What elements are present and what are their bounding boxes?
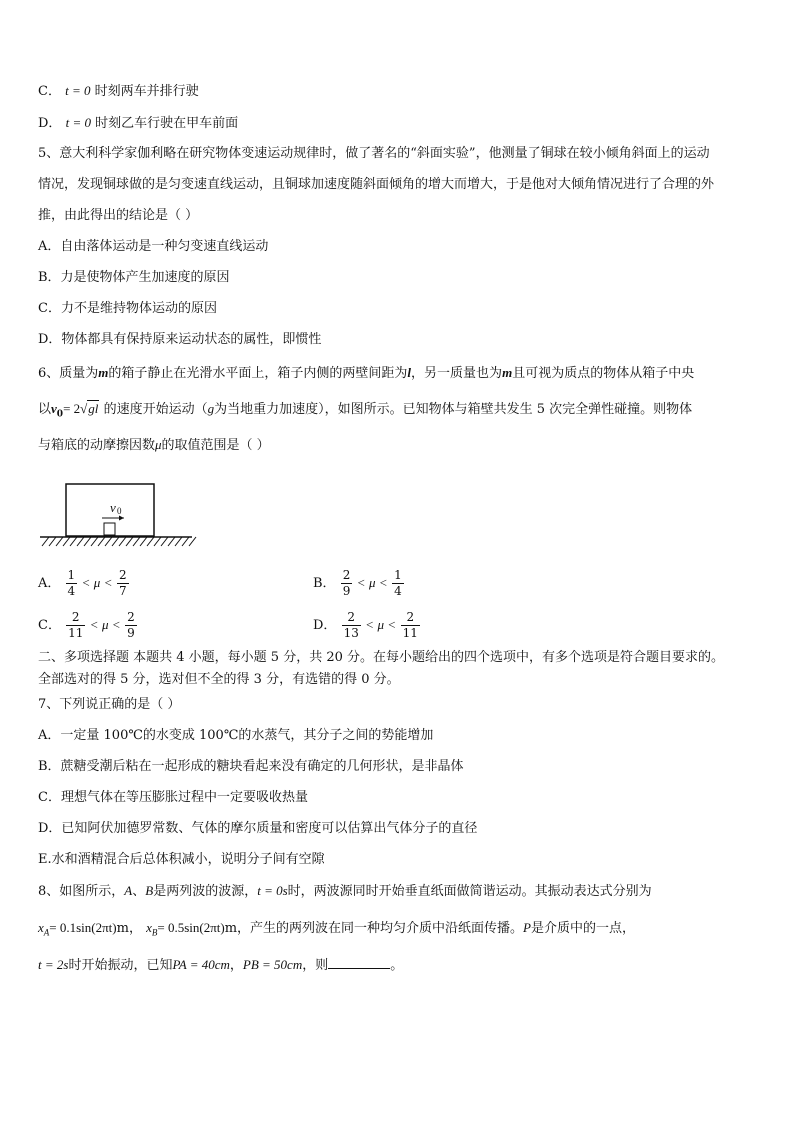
q4-option-d-text: 时刻乙车行驶在甲车前面 [95,116,239,131]
q6-stem-line-1 [38,364,694,383]
q6-text: 且可视为质点的物体从箱子中央 [512,366,695,381]
q8-var-x: x [38,920,44,935]
less-than: < [104,575,112,590]
q5-stem-line-1: 5、意大利科学家伽利略在研究物体变速运动规律时，做了著名的“斜面实验”，他测量了铜球在较小倾角斜面上的运动 [38,146,710,161]
less-than: < [112,617,121,632]
q6-option-a [38,568,130,599]
q4-option-c-label: C． [38,84,61,99]
q6-text: 的取值范围是（ ） [161,438,270,453]
hatch-line [175,537,182,546]
floor-hatching [42,537,196,546]
q7-option-d: D．已知阿伏加德罗常数、气体的摩尔质量和密度可以估算出气体分子的直径 [38,821,478,836]
denominator: 9 [127,626,135,640]
q8-equation-b: = 0.5sin(2πt) [157,920,225,935]
q8-text: 。 [390,958,404,973]
q8-stem-line-3 [38,956,403,975]
q6-stem-line-3 [38,436,270,455]
q8-text: m， [116,921,142,936]
q8-var-a: A [124,883,133,898]
hatch-line [154,537,161,546]
q6-option-d-label: D． [313,618,337,633]
q6-text: 6、质量为 [38,366,99,381]
numerator: 1 [394,568,402,582]
q6-stem-line-2: 以$v_0= 2√gl$ 的速度开始运动（g为当地重力加速度），如图所示。已知物体与箱壁共发生 5 次完全弹性碰撞。则物体 [38,401,693,420]
q6-option-c [38,610,138,641]
hatch-line [147,537,154,546]
q7-option-c: C．理想气体在等压膨胀过程中一定要吸收热量 [38,790,308,805]
hatch-line [119,537,126,546]
mu-symbol: μ [368,575,376,590]
q6-option-d [313,610,421,641]
hatch-line [189,537,196,546]
numerator: 2 [401,610,420,626]
q8-text: 是两列波的波源， [153,884,258,899]
q8-distance-pa: PA = 40cm [172,957,230,972]
hatch-line [161,537,168,546]
q8-equation-a: = 0.1sin(2πt) [49,920,117,935]
hatch-line [182,537,189,546]
q6-var-v: v [51,401,57,416]
less-than: < [90,617,98,632]
fraction [401,610,420,641]
less-than: < [357,575,365,590]
q5-stem-line-3: 推，由此得出的结论是（ ） [38,208,199,223]
box-on-floor-figure [38,480,198,550]
q6-text: 的速度开始运动（ [103,402,208,417]
mu-symbol: μ [93,575,101,590]
hatch-line [168,537,175,546]
hatch-line [84,537,91,546]
q6-option-b-label: B． [313,576,336,591]
q8-var-x-sub: B [151,927,158,938]
q8-text: 时开始振动，已知 [68,958,173,973]
less-than: < [82,575,90,590]
q6-text: 与箱底的动摩擦因数 [38,438,156,453]
q4-option-c-math: t = 0 [65,83,91,98]
mu-symbol: μ [102,617,109,632]
velocity-label: v [110,500,116,515]
numerator: 1 [67,568,76,582]
q8-time: t = 2s [38,957,69,972]
section-2-heading-line-1: 二、多项选择题 本题共 4 小题，每小题 5 分，共 20 分。在每小题给出的四个选项中，有多个选项是符合题目要求的。 [38,650,725,665]
numerator: 2 [342,568,351,582]
fraction [342,610,361,641]
answer-blank[interactable] [328,956,390,969]
hatch-line [105,537,112,546]
fraction [341,568,353,599]
less-than: < [379,575,387,590]
q6-var-g: g [207,401,215,416]
denominator: 4 [67,584,76,598]
q6-var-mu: μ [155,437,162,452]
hatch-line [70,537,77,546]
fraction [117,568,129,599]
hatch-line [91,537,98,546]
q5-option-b: B．力是使物体产生加速度的原因 [38,270,230,285]
fraction [66,610,85,641]
q6-option-c-label: C． [38,618,61,633]
q6-text: ，另一质量也为 [411,366,503,381]
q6-var-l: l [407,365,412,380]
hatch-line [112,537,119,546]
q4-option-d [38,114,238,133]
numerator: 2 [127,610,135,624]
fraction [66,568,78,599]
hatch-line [63,537,70,546]
q8-stem-line-2 [38,919,635,942]
q5-option-c: C．力不是维持物体运动的原因 [38,301,217,316]
q7-option-e: E.水和酒精混合后总体积减小，说明分子间有空隙 [38,852,325,867]
hatch-line [98,537,105,546]
hatch-line [42,537,49,546]
q5-option-a: A．自由落体运动是一种匀变速直线运动 [38,239,269,254]
q6-option-a-label: A． [38,576,61,591]
numerator: 2 [118,568,127,582]
less-than: < [366,617,374,632]
denominator: 7 [118,584,127,598]
denominator: 11 [402,626,418,640]
denominator: 9 [342,584,351,598]
q8-text: 时，两波源同时开始垂直纸面做简谐运动。其振动表达式分别为 [287,884,652,899]
q6-text: 以 [38,402,52,417]
denominator: 13 [343,626,359,640]
hatch-line [56,537,63,546]
q6-eq: = 2 [63,401,81,416]
q5-stem-line-2: 情况，发现铜球做的是匀变速直线运动，且铜球加速度随斜面倾角的增大而增大，于是他对大倾角情况进行了合理的外 [38,177,715,192]
q4-option-c [38,82,199,101]
numerator: 2 [342,610,361,626]
denominator: 11 [68,626,84,640]
mu-symbol: μ [377,617,385,632]
q8-var-x: x [146,920,152,935]
fraction [392,568,404,599]
q6-var-v-sub: 0 [56,409,64,420]
q4-option-c-text: 时刻两车并排行驶 [94,84,199,99]
hatch-line [77,537,84,546]
q6-text: 的箱子静止在光滑水平面上，箱子内侧的两壁间距为 [108,366,408,381]
q8-text: m，产生的两列波在同一种均匀介质中沿纸面传播。 [224,921,524,936]
q8-time-zero: t = 0s [257,883,288,898]
less-than: < [388,617,396,632]
hatch-line [126,537,133,546]
small-block [104,523,115,535]
hatch-line [140,537,147,546]
q6-text: 为当地重力加速度），如图所示。已知物体与箱壁共发生 5 次完全弹性碰撞。则物体 [214,402,693,417]
q7-option-a: A．一定量 100℃的水变成 100℃的水蒸气，其分子之间的势能增加 [38,728,434,743]
q8-var-p: P [523,920,531,935]
q8-var-x-sub: A [43,927,50,938]
q7-option-b: B．蔗糖受潮后粘在一起形成的糖块看起来没有确定的几何形状，是非晶体 [38,759,464,774]
q6-option-b [313,568,405,599]
q8-text: ，则 [302,958,329,973]
q8-text: 8、如图所示， [38,884,125,899]
hatch-line [49,537,56,546]
hatch-line [133,537,140,546]
q6-var-m: m [502,365,513,380]
q8-text: ， [229,958,243,973]
q6-sqrt-gl: gl [88,401,99,416]
q8-var-b: B [145,883,154,898]
q4-option-d-math: t = 0 [65,115,91,130]
numerator: 2 [66,610,85,626]
section-2-heading-line-2: 全部选对的得 5 分，选对但不全的得 3 分，有选错的得 0 分。 [38,672,400,687]
q8-text: 是介质中的一点， [531,921,636,936]
q5-option-d: D．物体都具有保持原来运动状态的属性，即惯性 [38,332,322,347]
q8-distance-pb: PB = 50cm [242,957,303,972]
q8-text: 、 [132,884,146,899]
fraction [125,610,137,641]
q4-option-d-label: D． [38,116,62,131]
denominator: 4 [394,584,402,598]
q6-var-m: m [98,365,109,380]
velocity-label-sub: 0 [117,506,122,516]
q7-stem: 7、下列说正确的是（ ） [38,697,181,712]
arrow-head-icon [119,516,124,521]
q8-stem-line-1 [38,882,652,901]
